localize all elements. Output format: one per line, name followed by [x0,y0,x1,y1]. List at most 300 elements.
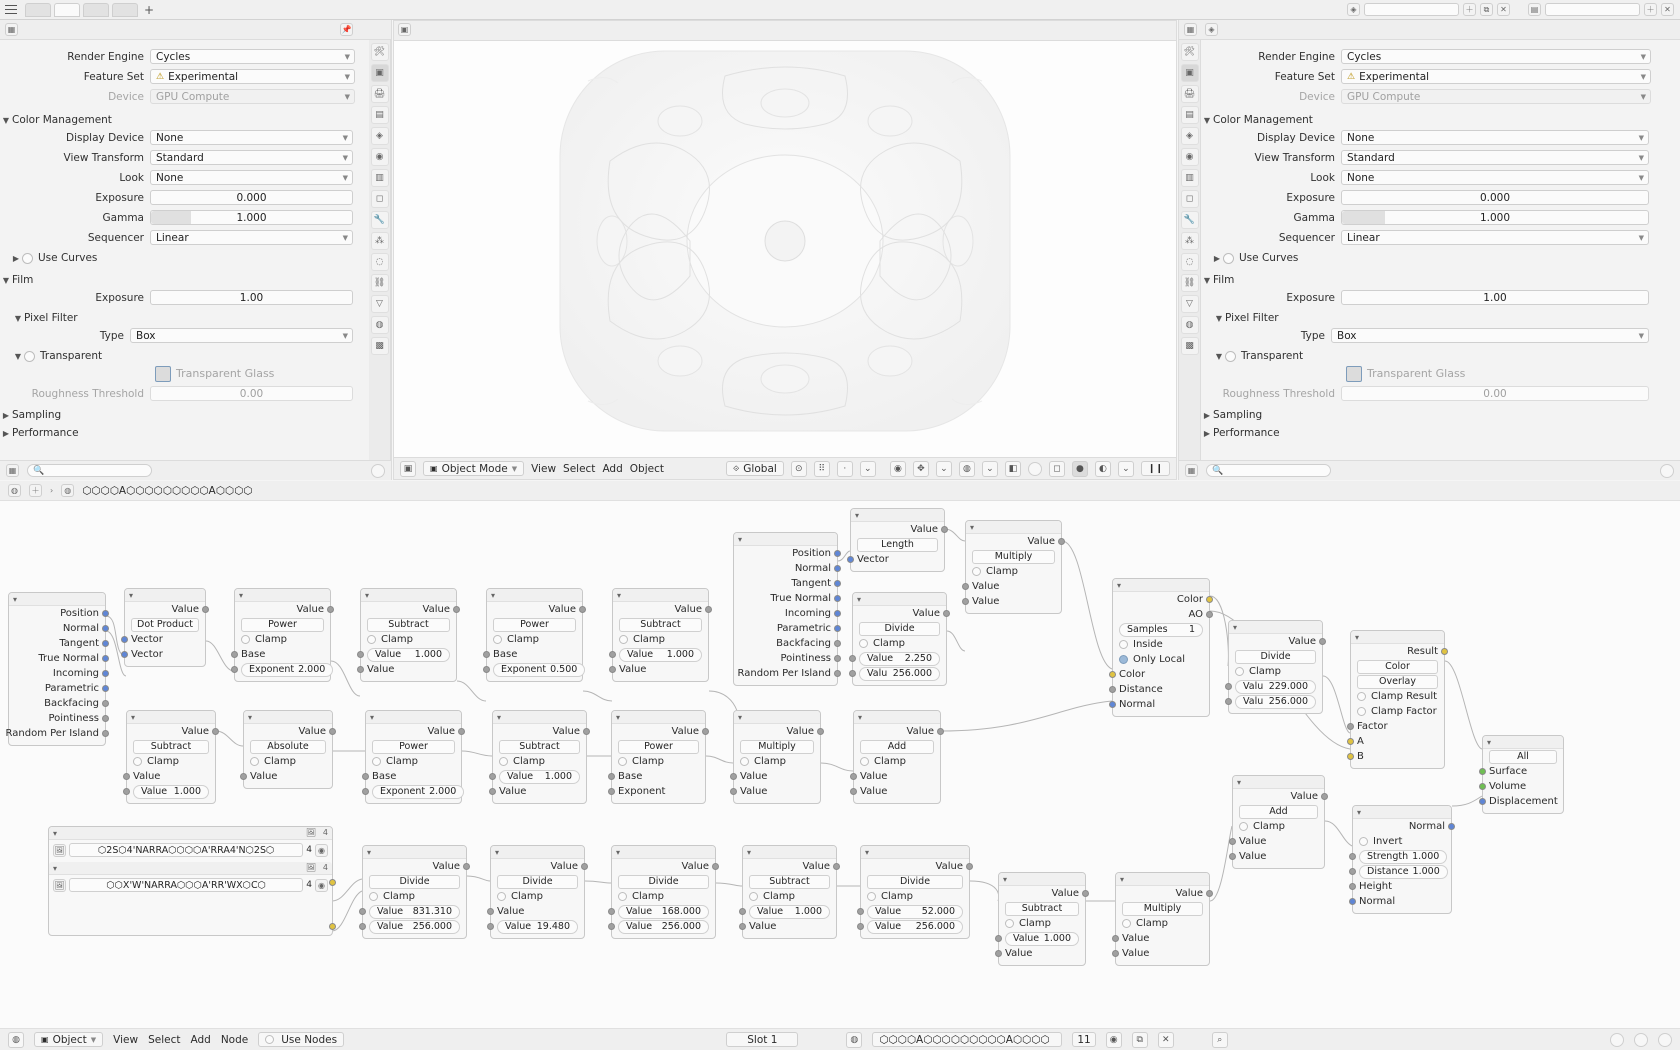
output-color[interactable]: Color [1113,592,1209,607]
pixel-filter-section[interactable] [1213,309,1666,327]
sequencer-dropdown[interactable]: Linear ▼ [1341,230,1649,245]
node-math-multiply-2[interactable] [733,710,821,804]
transparent-checkbox[interactable] [1225,351,1236,362]
particles-tab-icon[interactable]: ⁂ [1181,232,1199,250]
add-view-layer-icon[interactable]: ＋ [1644,3,1657,16]
node-math-divide-225[interactable] [852,592,947,686]
overlay-icon[interactable] [1634,1033,1648,1047]
operation-dropdown[interactable] [999,901,1085,916]
gamma-slider[interactable] [150,210,353,225]
output-value[interactable]: Value [853,606,946,621]
node-header[interactable] [851,509,944,522]
sampling-section[interactable] [0,406,359,424]
node-material-output[interactable] [1482,735,1564,814]
node-header[interactable] [1116,873,1209,886]
input-strength[interactable]: Strength 1.000 [1353,849,1451,864]
input-a[interactable]: A [1351,734,1444,749]
transparent-checkbox[interactable] [24,351,35,362]
node-header[interactable] [244,711,332,724]
input-normal[interactable]: Normal [1113,697,1209,712]
snap-target-icon[interactable]: ⠿ [814,461,830,477]
input-value-2[interactable]: Value [361,662,456,677]
clamp-toggle[interactable]: Clamp [999,916,1085,931]
samples-field[interactable]: Samples 1 [1113,622,1209,637]
menu-node[interactable]: Node [220,1033,249,1046]
operation-dropdown[interactable] [1116,901,1209,916]
sampling-section[interactable] [1201,406,1666,424]
view-transform-dropdown[interactable]: Standard ▼ [150,150,353,165]
scene-tab-icon[interactable]: ◈ [371,127,389,145]
material-tab-icon[interactable]: ◍ [371,316,389,334]
view-layer-name-field[interactable] [1545,3,1640,16]
collection-tab-icon[interactable]: ▥ [1181,169,1199,187]
output-parametric[interactable]: Parametric [9,681,105,696]
input-value-2[interactable]: Value [613,662,708,677]
transparent-glass-checkbox[interactable] [155,366,171,382]
use-nodes-toggle[interactable] [258,1032,344,1047]
output-position[interactable]: Position [9,606,105,621]
scene-icon[interactable]: ◈ [1347,3,1360,16]
clamp-toggle[interactable]: Clamp [612,889,715,904]
node-header[interactable] [9,593,105,606]
input-normal[interactable]: Normal [1353,894,1451,909]
new-scene-icon[interactable]: ＋ [1463,3,1476,16]
clamp-toggle[interactable]: Clamp [361,632,456,647]
operation-dropdown[interactable] [244,739,332,754]
node-header[interactable] [1233,776,1324,789]
input-value-1[interactable]: Value [966,579,1061,594]
clamp-toggle[interactable]: Clamp [363,889,466,904]
clamp-toggle[interactable]: Clamp [612,754,705,769]
magnet-icon[interactable]: ⊙ [791,461,807,477]
fake-user-icon[interactable]: ◉ [1106,1032,1122,1048]
remove-view-layer-icon[interactable]: ✕ [1661,3,1674,16]
modifier-tab-icon[interactable]: 🔧 [371,211,389,229]
output-value[interactable]: Value [854,724,940,739]
output-backfacing[interactable]: Backfacing [734,636,837,651]
material-users-count[interactable] [1072,1032,1095,1047]
input-value-2[interactable]: Value [854,784,940,799]
clamp-toggle[interactable]: Clamp [613,632,708,647]
texture-tab-icon[interactable]: ▩ [1181,337,1199,355]
film-section[interactable] [0,271,359,289]
shader-node-editor[interactable] [0,481,1680,1050]
editor-type-icon[interactable]: ▦ [6,464,19,477]
input-value-1[interactable]: Value 1.000 [999,931,1085,946]
view-layer-tab-icon[interactable]: ▤ [371,106,389,124]
operation-dropdown[interactable] [125,617,205,632]
shading-wireframe-icon[interactable] [1028,462,1042,476]
copy-scene-icon[interactable]: ⧉ [1480,3,1493,16]
node-header[interactable] [734,711,820,724]
clamp-toggle[interactable]: Clamp [1233,819,1324,834]
output-value[interactable]: Value [363,859,466,874]
target-dropdown[interactable] [1483,749,1563,764]
output-random-per-island[interactable]: Random Per Island [734,666,837,681]
look-dropdown[interactable]: None ▼ [1341,170,1649,185]
render-engine-dropdown[interactable]: Cycles ▼ [150,49,355,64]
use-curves-section[interactable] [1211,249,1666,267]
input-exponent[interactable]: Exponent 2.000 [366,784,461,799]
clamp-toggle[interactable]: Clamp [734,754,820,769]
operation-dropdown[interactable] [743,874,836,889]
operation-dropdown[interactable] [851,537,944,552]
inside-toggle[interactable]: Inside [1113,637,1209,652]
clamp-toggle[interactable]: Clamp [966,564,1061,579]
input-surface[interactable]: Surface [1483,764,1563,779]
input-value-2[interactable]: Value [743,919,836,934]
search-input[interactable]: 🔍 [27,464,152,477]
exposure-slider[interactable] [150,190,353,205]
texture-tab-icon[interactable]: ▩ [371,337,389,355]
look-dropdown[interactable]: None ▼ [150,170,353,185]
node-math-add-1[interactable] [853,710,941,804]
node-math-subtract-2[interactable] [612,588,709,682]
output-value[interactable]: Value [734,724,820,739]
render-tab-icon[interactable]: ▣ [1181,64,1199,82]
node-math-multiply-3[interactable] [1115,872,1210,966]
clamp-toggle[interactable]: Clamp [491,889,584,904]
material-tab-icon[interactable]: ◍ [1181,316,1199,334]
input-value-1[interactable]: Value [734,769,820,784]
output-value[interactable]: Value [244,724,332,739]
performance-section[interactable] [1201,424,1666,442]
output-true-normal[interactable]: True Normal [734,591,837,606]
clamp-toggle[interactable]: Clamp [244,754,332,769]
node-header[interactable] [1483,736,1563,749]
output-tab-icon[interactable]: 🖨 [371,85,389,103]
proportional-falloff-icon[interactable]: ⌄ [860,461,876,477]
feature-set-dropdown[interactable]: ⚠ Experimental ▼ [150,69,355,84]
clamp-toggle[interactable]: Clamp [853,636,946,651]
input-value-2[interactable]: Value 1.000 [127,784,215,799]
node-header[interactable] [1353,806,1451,819]
clamp-toggle[interactable]: Clamp [493,754,586,769]
input-value-1[interactable]: Value [1233,834,1324,849]
node-header[interactable] [613,589,708,602]
node-math-divide-1948[interactable] [490,845,585,939]
film-exposure-slider[interactable] [1341,290,1649,305]
add-node-icon[interactable]: ＋ [29,484,42,497]
modifier-tab-icon[interactable]: 🔧 [1181,211,1199,229]
use-curves-checkbox[interactable] [1223,253,1234,264]
input-value-2[interactable]: Value [1116,946,1209,961]
editor-type-icon[interactable]: ▦ [1185,464,1198,477]
clamp-toggle[interactable]: Clamp [854,754,940,769]
pin-icon[interactable]: 📌 [341,25,352,34]
output-normal[interactable]: Normal [9,621,105,636]
node-ambient-occlusion[interactable] [1112,578,1210,717]
input-value-2[interactable]: Value [734,784,820,799]
menu-object[interactable]: Object [629,462,664,475]
editor-type-icon[interactable]: ▦ [5,23,18,36]
editor-type-icon[interactable]: ◍ [8,484,21,497]
node-header[interactable] [235,589,330,602]
node-header-2[interactable] [49,862,332,875]
output-value[interactable]: Value [487,602,582,617]
object-tab-icon[interactable]: ◻ [371,190,389,208]
output-ao[interactable]: AO [1113,607,1209,622]
menu-select[interactable]: Select [148,1033,181,1046]
operation-dropdown[interactable] [854,739,940,754]
operation-dropdown[interactable] [1233,804,1324,819]
output-tab-icon[interactable]: 🖨 [1181,85,1199,103]
browse-material-icon[interactable]: ⌕ [1212,1032,1228,1048]
node-math-divide-831[interactable] [362,845,467,939]
input-value-1[interactable]: Valu 229.000 [1229,679,1322,694]
clamp-toggle[interactable]: Clamp [127,754,215,769]
clamp-result-toggle[interactable]: Clamp Result [1351,689,1444,704]
xray-icon[interactable]: ◧ [1005,461,1021,477]
output-tangent[interactable]: Tangent [9,636,105,651]
node-header[interactable] [853,593,946,606]
display-device-dropdown[interactable]: None ▼ [1341,130,1649,145]
constraints-tab-icon[interactable]: ⛓ [371,274,389,292]
node-math-divide-52[interactable] [860,845,970,939]
mode-selector[interactable]: ▣ Object Mode ▼ [423,461,524,476]
node-header[interactable] [1351,631,1444,644]
image-texture-2-row[interactable] [49,875,332,895]
output-value[interactable]: Value [1229,634,1322,649]
node-canvas[interactable] [0,501,1680,1028]
input-base[interactable]: Base [487,647,582,662]
transparent-glass-checkbox[interactable] [1346,366,1362,382]
unlink-scene-icon[interactable]: ✕ [1497,3,1510,16]
node-header[interactable] [861,846,969,859]
data-type-dropdown[interactable] [1351,659,1444,674]
node-header[interactable] [612,846,715,859]
input-value-2[interactable]: Value [999,946,1085,961]
input-vector-2[interactable]: Vector [125,647,205,662]
node-math-power-1[interactable] [234,588,331,682]
output-tangent[interactable]: Tangent [734,576,837,591]
workspace-tab-2[interactable] [54,3,80,17]
output-random-per-island[interactable]: Random Per Island [9,726,105,741]
operation-dropdown[interactable] [861,874,969,889]
operation-dropdown[interactable] [361,617,456,632]
node-vector-math-length[interactable] [850,508,945,572]
input-value-2[interactable]: Valu 256.000 [853,666,946,681]
input-factor[interactable]: Factor [1351,719,1444,734]
input-value-1[interactable]: Value 1.000 [613,647,708,662]
input-value-1[interactable]: Value 168.000 [612,904,715,919]
menu-view[interactable]: View [113,1033,139,1046]
clamp-toggle[interactable]: Clamp [487,632,582,647]
output-value[interactable]: Value [366,724,461,739]
node-math-add-2[interactable] [1232,775,1325,869]
input-base[interactable]: Base [235,647,330,662]
node-header[interactable] [854,711,940,724]
constraints-tab-icon[interactable]: ⛓ [1181,274,1199,292]
node-math-subtract-3[interactable] [126,710,216,804]
input-vector[interactable]: Vector [851,552,944,567]
node-header[interactable] [363,846,466,859]
output-value[interactable]: Value [1116,886,1209,901]
input-value-1[interactable]: Value [1116,931,1209,946]
tool-tab-icon[interactable]: 🛠 [1181,43,1199,61]
output-value[interactable]: Value [493,724,586,739]
input-value-2[interactable]: Value 19.480 [491,919,584,934]
view-transform-dropdown[interactable]: Standard ▼ [1341,150,1649,165]
image-icon[interactable]: 🖼 [305,828,316,837]
operation-dropdown[interactable] [613,617,708,632]
input-base[interactable]: Base [612,769,705,784]
editor-type-icon[interactable]: ▦ [1184,23,1197,36]
shading-material-icon[interactable]: ● [1072,461,1088,477]
node-header[interactable] [127,711,215,724]
node-math-subtract-1[interactable] [360,588,457,682]
input-vector-1[interactable]: Vector [125,632,205,647]
clamp-toggle[interactable]: Clamp [743,889,836,904]
scene-icon[interactable]: ◈ [1205,23,1218,36]
operation-dropdown[interactable] [366,739,461,754]
output-normal[interactable]: Normal [734,561,837,576]
output-result[interactable]: Result [1351,644,1444,659]
output-value[interactable]: Value [851,522,944,537]
material-icon[interactable]: ◍ [846,1032,862,1048]
overlays-icon[interactable]: ◍ [959,461,975,477]
object-tab-icon[interactable]: ◻ [1181,190,1199,208]
operation-dropdown[interactable] [966,549,1061,564]
input-value-1[interactable]: Value [854,769,940,784]
unlink-material-icon[interactable]: ✕ [1158,1032,1174,1048]
options-icon[interactable] [371,464,385,478]
operation-dropdown[interactable] [612,874,715,889]
scene-name-field[interactable] [1364,3,1459,16]
node-math-subtract-4[interactable] [492,710,587,804]
input-value[interactable]: Value [244,769,332,784]
snap-icon[interactable] [1610,1033,1624,1047]
output-backfacing[interactable]: Backfacing [9,696,105,711]
output-incoming[interactable]: Incoming [9,666,105,681]
node-header[interactable] [743,846,836,859]
world-tab-icon[interactable]: ◉ [371,148,389,166]
editor-type-icon[interactable]: ◍ [8,1032,24,1048]
output-value[interactable]: Value [999,886,1085,901]
transform-orientation-dropdown[interactable]: ⟐ Global [726,461,784,476]
input-value-2[interactable]: Value [493,784,586,799]
output-value[interactable]: Value [491,859,584,874]
node-bump[interactable] [1352,805,1452,914]
input-value-1[interactable]: Value 52.000 [861,904,969,919]
input-value-1[interactable]: Value [127,769,215,784]
output-value[interactable]: Value [125,602,205,617]
operation-dropdown[interactable] [363,874,466,889]
menu-add[interactable]: Add [602,462,623,475]
sequencer-dropdown[interactable]: Linear ▼ [150,230,353,245]
use-curves-section[interactable] [10,249,359,267]
image-icon[interactable]: 🖼 [54,845,65,855]
color-management-section[interactable] [1201,111,1666,129]
input-value-1[interactable]: Value 2.250 [853,651,946,666]
node-mix-color-overlay[interactable] [1350,630,1445,769]
node-geometry-1[interactable] [5,592,106,746]
image-texture-1-row[interactable] [49,840,332,860]
physics-tab-icon[interactable]: ◌ [1181,253,1199,271]
output-value[interactable]: Value [966,534,1061,549]
film-section[interactable] [1201,271,1666,289]
new-material-icon[interactable]: ⧉ [1132,1032,1148,1048]
node-header[interactable] [125,589,205,602]
node-header[interactable] [493,711,586,724]
shading-options-icon[interactable]: ⌄ [1118,461,1134,477]
viewport-3d[interactable] [393,20,1177,480]
workspace-tab-4[interactable] [112,3,138,17]
operation-dropdown[interactable] [612,739,705,754]
workspace-tab-3[interactable] [83,3,109,17]
output-true-normal[interactable]: True Normal [9,651,105,666]
node-math-divide-168[interactable] [611,845,716,939]
collection-tab-icon[interactable]: ▥ [371,169,389,187]
clamp-factor-toggle[interactable]: Clamp Factor [1351,704,1444,719]
input-b[interactable]: B [1351,749,1444,764]
output-value[interactable]: Value [1233,789,1324,804]
add-workspace-button[interactable]: + [144,2,155,17]
input-height[interactable]: Height [1353,879,1451,894]
input-color[interactable]: Color [1113,667,1209,682]
output-value[interactable]: Value [743,859,836,874]
scene-tab-icon[interactable]: ◈ [1181,127,1199,145]
particles-tab-icon[interactable]: ⁂ [371,232,389,250]
color-management-section[interactable] [0,111,359,129]
clamp-toggle[interactable]: Clamp [1116,916,1209,931]
node-header[interactable] [1113,579,1209,592]
input-value-2[interactable]: Value 256.000 [363,919,466,934]
view-layer-tab-icon[interactable]: ▤ [1181,106,1199,124]
input-value-1[interactable]: Value 831.310 [363,904,466,919]
operation-dropdown[interactable] [491,874,584,889]
options-icon[interactable] [1658,1033,1672,1047]
operation-dropdown[interactable] [235,617,330,632]
pixel-filter-section[interactable] [12,309,359,327]
node-math-multiply-1[interactable] [965,520,1062,614]
world-tab-icon[interactable]: ◉ [1181,148,1199,166]
input-base[interactable]: Base [366,769,461,784]
film-exposure-slider[interactable] [150,290,353,305]
menu-add[interactable]: Add [190,1033,211,1046]
performance-section[interactable] [0,424,359,442]
shield-icon[interactable]: ◉ [315,844,328,857]
output-incoming[interactable]: Incoming [734,606,837,621]
output-value[interactable]: Value [861,859,969,874]
node-header[interactable] [366,711,461,724]
node-header[interactable] [999,873,1085,886]
output-value[interactable]: Value [613,602,708,617]
shield-icon[interactable]: ◉ [315,879,328,892]
render-tab-icon[interactable]: ▣ [371,64,389,82]
node-math-power-3[interactable] [365,710,462,804]
gizmo-options-icon[interactable]: ⌄ [936,461,952,477]
search-input[interactable]: 🔍 [1206,464,1331,477]
node-header[interactable] [1229,621,1322,634]
operation-dropdown[interactable] [734,739,820,754]
output-value[interactable]: Value [235,602,330,617]
options-icon[interactable] [1660,464,1674,478]
gizmo-icon[interactable]: ✥ [913,461,929,477]
node-header[interactable] [734,533,837,546]
gamma-slider[interactable] [1341,210,1649,225]
feature-set-dropdown[interactable]: ⚠ Experimental ▼ [1341,69,1651,84]
input-volume[interactable]: Volume [1483,779,1563,794]
invert-toggle[interactable]: Invert [1353,834,1451,849]
output-value[interactable]: Value [612,859,715,874]
input-distance[interactable]: Distance [1113,682,1209,697]
shading-rendered-icon[interactable]: ◐ [1095,461,1111,477]
operation-dropdown[interactable] [127,739,215,754]
image-icon[interactable]: 🖼 [54,880,65,890]
editor-type-icon[interactable]: ▣ [400,461,416,477]
tool-tab-icon[interactable]: 🛠 [371,43,389,61]
